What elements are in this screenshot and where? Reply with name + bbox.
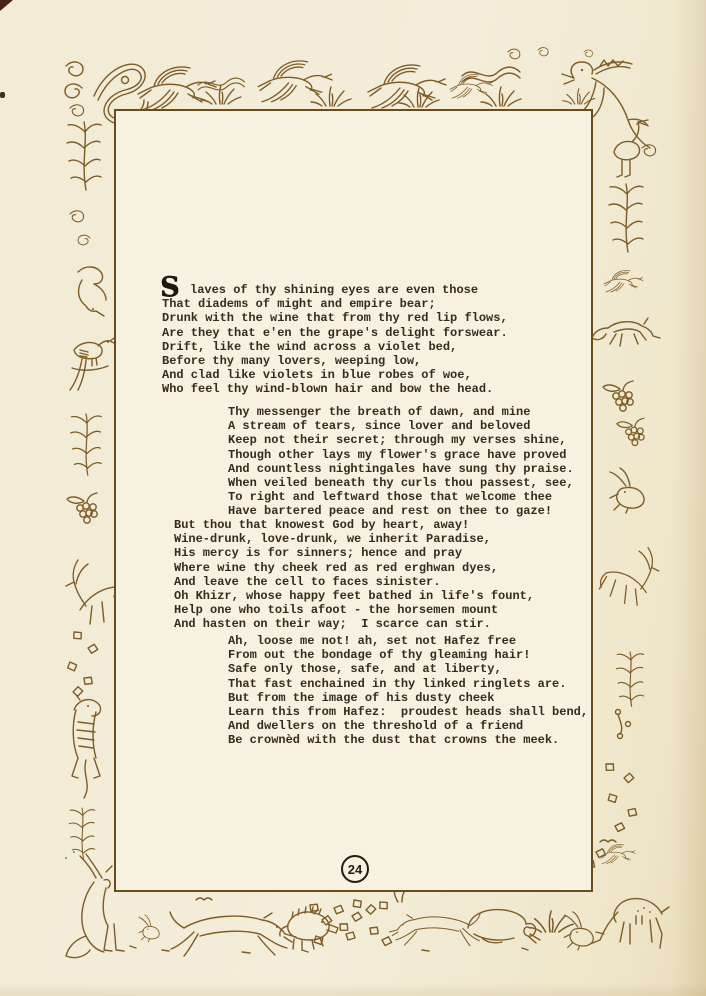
poem-line: Are they that e'en the grape's delight forswear.	[162, 325, 508, 340]
poem-line: Oh Khizr, whose happy feet bathed in life's fount,	[174, 589, 535, 604]
poem-line: Who feel thy wind-blown hair and bow the head.	[162, 382, 494, 397]
poem-line: Thy messenger the breath of dawn, and mine	[228, 405, 531, 419]
poem-line: To right and leftward those that welcome thee	[228, 490, 553, 505]
poem-line: Drift, like the wind across a violet bed,	[162, 339, 458, 354]
drop-cap-initial: S	[160, 272, 180, 303]
poem-line: Drunk with the wine that from thy red lip flows,	[162, 311, 508, 326]
poem-stanza-2	[228, 405, 574, 519]
poem-line: Learn this from Hafez: proudest heads shall bend,	[228, 705, 589, 720]
poem-line: That diadems of might and empire bear;	[162, 297, 436, 312]
poem-line: But from the image of his dusty cheek	[228, 690, 495, 705]
page-number: 24	[347, 861, 363, 877]
poem-line: From out the bondage of thy gleaming hair!	[228, 648, 531, 663]
poem-line: Be crownèd with the dust that crowns the meek.	[228, 733, 560, 748]
poem-line: But thou that knowest God by heart, away!	[174, 518, 470, 532]
poem-stanza-3	[174, 518, 534, 632]
poem-line: Ah, loose me not! ah, set not Hafez free	[228, 634, 517, 648]
scan-edge-mark	[0, 92, 5, 98]
poem-line: Help one who toils afoot - the horsemen mount	[174, 603, 499, 618]
poem-line: And clad like violets in blue robes of woe,	[162, 368, 472, 383]
poem-line: A stream of tears, since lover and beloved	[228, 419, 531, 434]
poem-line: Before thy many lovers, weeping low,	[162, 354, 422, 369]
poem-line: And dwellers on the threshold of a friend	[228, 719, 524, 734]
poem-line: When veiled beneath thy curls thou passest, see,	[228, 476, 574, 491]
poem-line: Where wine thy cheek red as red erghwan dyes,	[174, 560, 499, 575]
poem-stanza-1	[162, 283, 508, 397]
poem-line: And countless nightingales have sung thy praise.	[228, 461, 574, 476]
right-border-animals	[592, 120, 660, 864]
poem-line: His mercy is for sinners; hence and pray	[174, 546, 463, 561]
poem-line: laves of thy shining eyes are even those	[190, 283, 479, 297]
poem-line: And hasten on their way; I scarce can stir.	[174, 617, 491, 632]
page-number-badge	[341, 855, 369, 883]
poem-line: Though other lays my flower's grace have proved	[228, 447, 567, 462]
poem-line: That fast enchained in thy linked ringlets are.	[228, 676, 567, 691]
poem-line: Have bartered peace and rest on thee to gaze!	[228, 504, 553, 519]
poem-line: Keep not their secret; through my verses shine,	[228, 433, 567, 448]
poem-line: Wine-drunk, love-drunk, we inherit Paradise,	[174, 532, 491, 547]
poem-line: And leave the cell to faces sinister.	[174, 574, 441, 589]
poem-line: Safe only those, safe, and at liberty,	[228, 662, 502, 677]
poem-stanza-4	[228, 634, 588, 748]
